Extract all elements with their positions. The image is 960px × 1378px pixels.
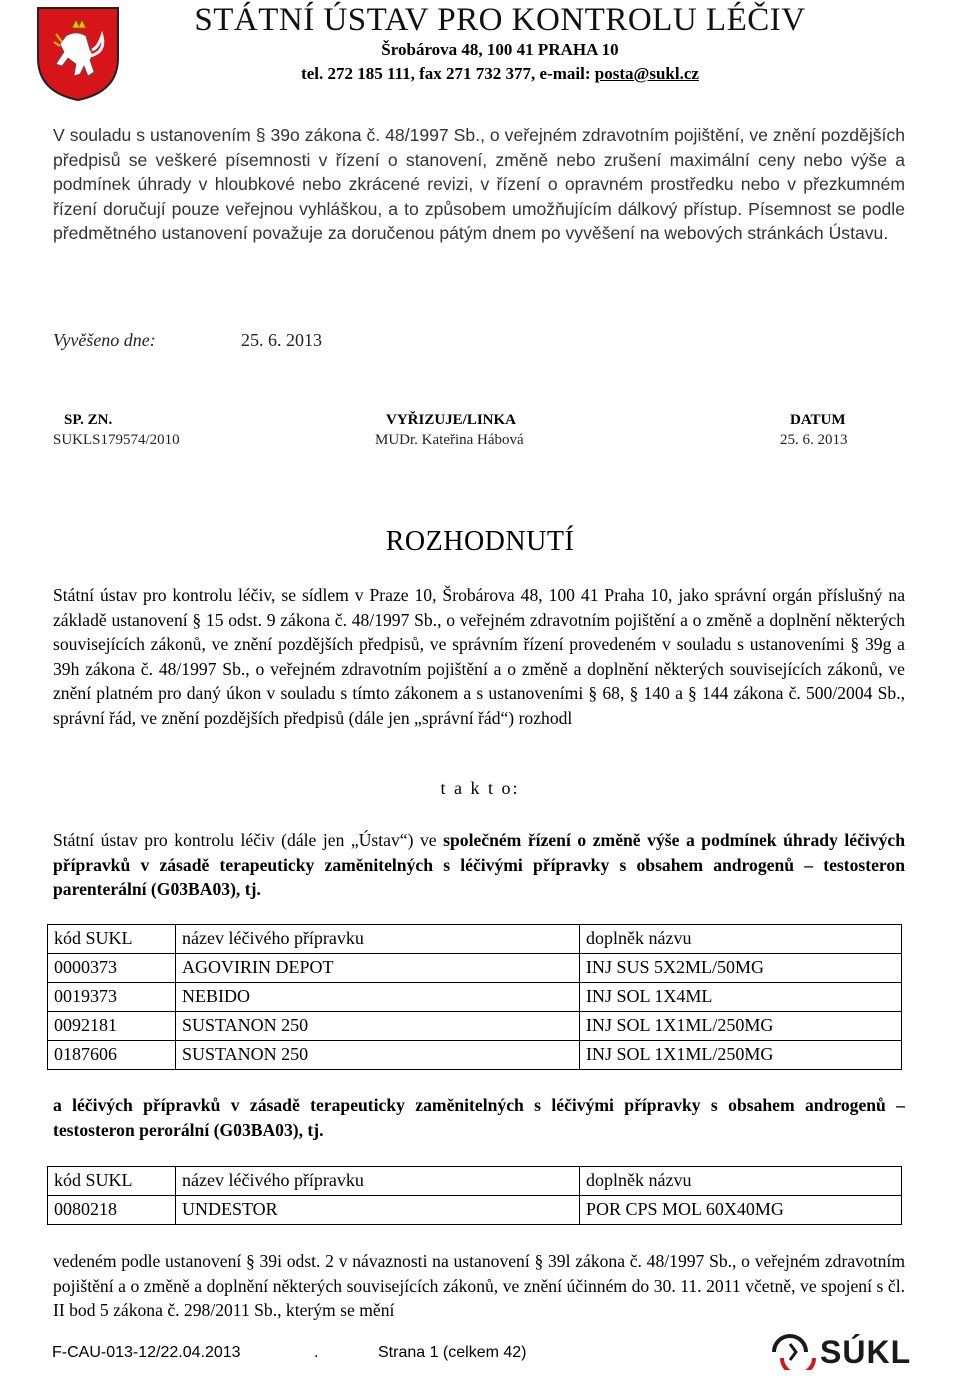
table-cell: SUSTANON 250 <box>176 1012 580 1041</box>
decision-intro: Státní ústav pro kontrolu léčiv, se sídlem v Praze 10, Šrobárova 48, 100 41 Praha 10, jako správní orgán příslušný na základě ustanovení § 15 odst. 9 zákona č. 48/1997 Sb., o veřejném zdravotním pojištění a o změně a doplnění některých souvisejících zákonů, ve znění pozdějších předpisů, ve správním řízení provedeném v souladu s ustanoveními § 39g a 39h zákona č. 48/1997 Sb., o veřejném zdravotním pojištění a o změně a doplnění některých souvisejících zákonů, ve znění platném pro daný úkon v souladu s tímto zákonem a s ustanoveními § 68, § 140 a § 144 zákona č. 500/2004 Sb., správní řád, ve znění pozdějších předpisů (dále jen „správní řád“) rozhodl <box>53 585 905 728</box>
form-code: F-CAU-013-12/22.04.2013 <box>52 1344 241 1361</box>
posted-label: Vyvěšeno dne: <box>53 330 156 350</box>
closing-paragraph: vedeném podle ustanovení § 39i odst. 2 v návaznosti na ustanovení § 39l zákona č. 48/1997 Sb., o veřejném zdravotním pojištění a o změně a doplnění některých souvisejících zákonů, ve znění účinném do 30. 11. 2011 včetně, ve spojení s čl. II bod 5 zákona č. 298/2011 Sb., kterým se mění <box>53 1251 905 1320</box>
parenteral-products-table <box>47 924 902 1070</box>
page-number: Strana 1 (celkem 42) <box>378 1344 527 1361</box>
table-cell: INJ SOL 1X1ML/250MG <box>580 1012 902 1041</box>
table-cell: 0187606 <box>48 1041 176 1070</box>
ref-handler-value: MUDr. Kateřina Hábová <box>375 432 524 448</box>
ref-spzn-value: SUKLS179574/2010 <box>53 432 180 448</box>
table-header-row <box>48 1167 902 1196</box>
statement-oral: a léčivých přípravků v zásadě terapeuticky zaměnitelných s léčivými přípravky s obsahem androgenů – testosteron perorální (G03BA03), tj. <box>53 1095 905 1140</box>
table-cell: INJ SUS 5X2ML/50MG <box>580 954 902 983</box>
table-row <box>48 954 902 983</box>
sukl-logo-icon <box>772 1334 816 1370</box>
table-header-cell: kód SUKL <box>48 925 176 954</box>
table-cell: INJ SOL 1X1ML/250MG <box>580 1041 902 1070</box>
table-cell: SUSTANON 250 <box>176 1041 580 1070</box>
table-cell: AGOVIRIN DEPOT <box>176 954 580 983</box>
table-row <box>48 983 902 1012</box>
table-cell: 0092181 <box>48 1012 176 1041</box>
czech-coat-of-arms-icon <box>36 6 120 102</box>
footer-separator: . <box>314 1344 319 1361</box>
statement-bold: společném řízení o změně výše a podmínek úhrady léčivých přípravků v zásadě terapeuticky zaměnitelných s léčivými přípravky s obsahem androgenů – testosteron parenterální (G03BA03), tj. <box>53 830 905 899</box>
table-header-cell: kód SUKL <box>48 1167 176 1196</box>
institution-address: Šrobárova 48, 100 41 PRAHA 10 <box>381 40 619 59</box>
table-cell: POR CPS MOL 60X40MG <box>580 1196 902 1225</box>
table-row <box>48 1041 902 1070</box>
table-header-cell: název léčivého přípravku <box>176 925 580 954</box>
oral-products-table <box>47 1166 902 1225</box>
statement-plain: Státní ústav pro kontrolu léčiv (dále jen „Ústav“) ve <box>53 830 444 850</box>
ref-date-value: 25. 6. 2013 <box>780 432 848 448</box>
takto-heading: t a k t o: <box>440 778 520 798</box>
table-header-cell: doplněk názvu <box>580 925 902 954</box>
table-header-row <box>48 925 902 954</box>
table-header-cell: název léčivého přípravku <box>176 1167 580 1196</box>
table-cell: INJ SOL 1X4ML <box>580 983 902 1012</box>
table-cell: UNDESTOR <box>176 1196 580 1225</box>
table-row <box>48 1012 902 1041</box>
statement-parenteral <box>53 828 905 902</box>
institution-name: STÁTNÍ ÚSTAV PRO KONTROLU LÉČIV <box>194 2 806 38</box>
decision-title: ROZHODNUTÍ <box>385 526 575 557</box>
table-cell: 0019373 <box>48 983 176 1012</box>
posted-date <box>53 330 322 351</box>
table-cell: NEBIDO <box>176 983 580 1012</box>
email-link[interactable]: posta@sukl.cz <box>594 64 699 83</box>
ref-date-label: DATUM <box>790 412 846 428</box>
logo-text: SÚKL <box>820 1333 912 1370</box>
table-header-cell: doplněk názvu <box>580 1167 902 1196</box>
institution-contact <box>120 64 880 84</box>
table-row <box>48 1196 902 1225</box>
ref-handler-label: VYŘIZUJE/LINKA <box>386 412 517 428</box>
delivery-notice: V souladu s ustanovením § 39o zákona č. 48/1997 Sb., o veřejném zdravotním pojištění, ve znění pozdějších předpisů se veškeré písemnosti v řízení o stanovení, změně nebo zrušení maximální ceny nebo výše a podmínek úhrady v hloubkové nebo zkrácené revizi, v řízení o opravném prostředku nebo v přezkumném řízení doručují pouze veřejnou vyhláškou, a to způsobem umožňujícím dálkový přístup. Písemnost se podle předmětného ustanovení považuje za doručenou pátým dnem po vyvěšení na webových stránkách Ústavu. <box>53 125 905 243</box>
contact-text: tel. 272 185 111, fax 271 732 377, e-mail: <box>301 64 595 83</box>
table-cell: 0080218 <box>48 1196 176 1225</box>
posted-date-value: 25. 6. 2013 <box>241 330 322 350</box>
table-cell: 0000373 <box>48 954 176 983</box>
sukl-logo <box>772 1333 911 1371</box>
ref-spzn-label: SP. ZN. <box>64 412 113 428</box>
